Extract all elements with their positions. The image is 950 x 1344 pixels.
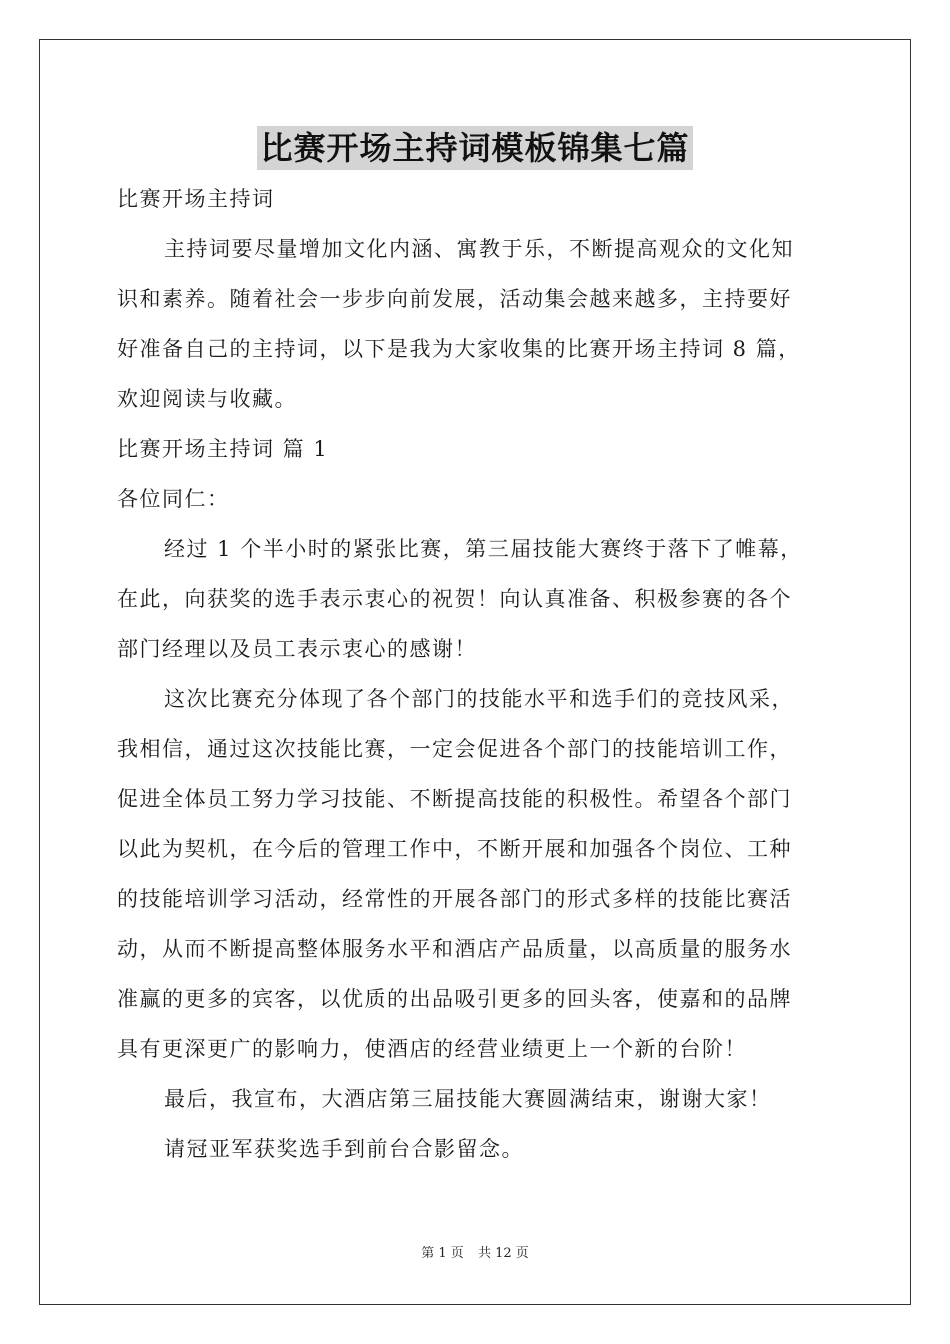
section-heading: 比赛开场主持词 篇 1 — [117, 437, 329, 461]
body-line: 准赢的更多的宾客，以优质的出品吸引更多的回头客，使嘉和的品牌 — [117, 987, 792, 1011]
body-line: 这次比赛充分体现了各个部门的技能水平和选手们的竞技风采， — [164, 687, 794, 711]
body-line: 比赛开场主持词 — [117, 187, 275, 211]
body-line: 主持词要尽量增加文化内涵、寓教于乐，不断提高观众的文化知 — [164, 237, 794, 261]
body-line: 我相信，通过这次技能比赛，一定会促进各个部门的技能培训工作， — [117, 737, 792, 761]
title-container — [0, 126, 950, 170]
body-line: 动，从而不断提高整体服务水平和酒店产品质量，以高质量的服务水 — [117, 937, 792, 961]
body-line: 以此为契机，在今后的管理工作中，不断开展和加强各个岗位、工种 — [117, 837, 792, 861]
body-line: 好准备自己的主持词，以下是我为大家收集的比赛开场主持词 8 篇， — [117, 337, 801, 361]
body-line: 最后，我宣布，大酒店第三届技能大赛圆满结束，谢谢大家！ — [164, 1087, 772, 1111]
body-line: 具有更深更广的影响力，使酒店的经营业绩更上一个新的台阶！ — [117, 1037, 747, 1061]
page-number: 第 1 页 — [421, 1246, 464, 1261]
page-footer — [0, 1244, 950, 1264]
document-body — [117, 174, 833, 1174]
body-line: 促进全体员工努力学习技能、不断提高技能的积极性。希望各个部门 — [117, 787, 792, 811]
body-line: 在此，向获奖的选手表示衷心的祝贺！向认真准备、积极参赛的各个 — [117, 587, 792, 611]
document-title: 比赛开场主持词模板锦集七篇 — [257, 126, 692, 170]
body-line: 经过 1 个半小时的紧张比赛，第三届技能大赛终于落下了帷幕， — [164, 537, 803, 561]
body-line: 请冠亚军获奖选手到前台合影留念。 — [164, 1137, 524, 1161]
body-line: 的技能培训学习活动，经常性的开展各部门的形式多样的技能比赛活 — [117, 887, 792, 911]
body-line: 部门经理以及员工表示衷心的感谢！ — [117, 637, 477, 661]
page-total: 共 12 页 — [477, 1246, 529, 1261]
body-line: 各位同仁： — [117, 487, 230, 511]
body-line: 欢迎阅读与收藏。 — [117, 387, 297, 411]
body-line: 识和素养。随着社会一步步向前发展，活动集会越来越多，主持要好 — [117, 287, 792, 311]
